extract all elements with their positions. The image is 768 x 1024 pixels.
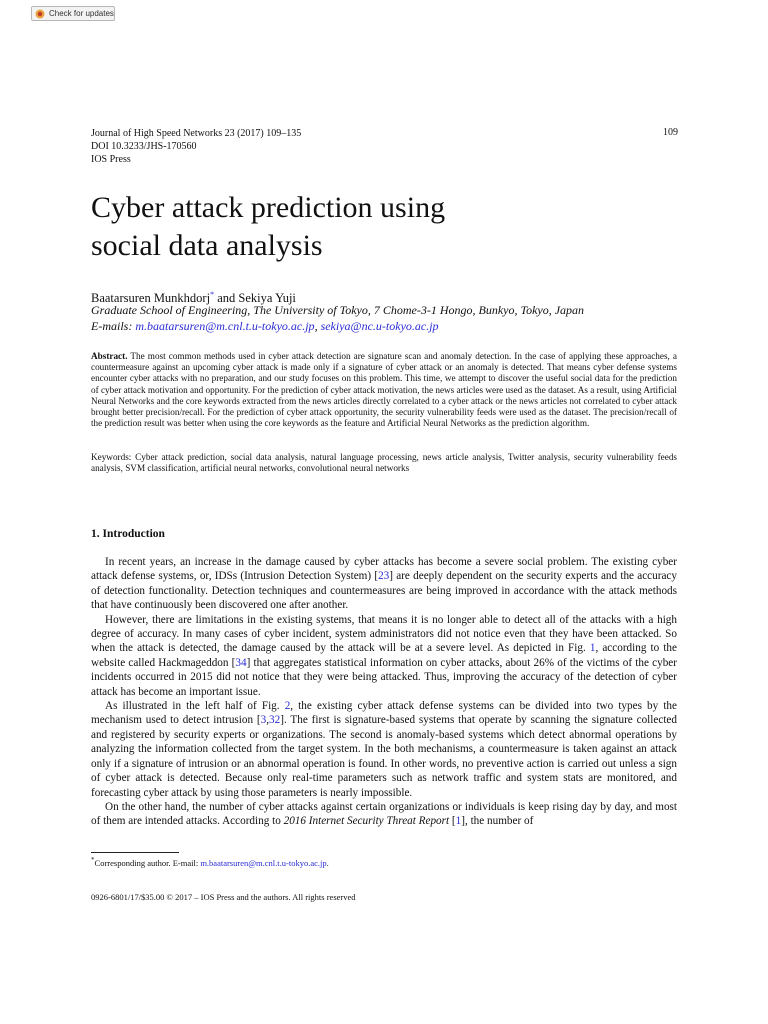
paragraph-3: [91, 699, 677, 800]
journal-citation: Journal of High Speed Networks 23 (2017) 109–135: [91, 128, 302, 139]
page-number: 109: [663, 127, 678, 138]
check-for-updates-badge[interactable]: [31, 6, 115, 21]
citation-link[interactable]: 23: [378, 570, 390, 583]
author-2: Sekiya Yuji: [238, 291, 296, 306]
abstract-label: Abstract.: [91, 351, 128, 361]
email-link-2[interactable]: sekiya@nc.u-tokyo.ac.jp: [320, 319, 439, 333]
text-run: , the existing cyber attack defense systems can be divided into two types by the mechanism used to detect intrusion [: [91, 700, 677, 727]
abstract: [91, 351, 677, 429]
affiliation: Graduate School of Engineering, The University of Tokyo, 7 Chome-3-1 Hongo, Bunkyo, Tokyo, Japan: [91, 303, 585, 317]
citation-link[interactable]: 1: [455, 815, 462, 828]
introduction-body: [91, 555, 677, 829]
title-line-1: Cyber attack prediction using: [91, 191, 446, 224]
abstract-text: The most common methods used in cyber attack detection are signature scan and anomaly detection. In the case of applying these approaches, a countermeasure against an upcoming cyber attack is made only if a signature of cyber attack or an anomaly is detected. That means cyber defense systems encounter cyber attacks with no preparation, and our study focuses on this problem. This time, we attempt to discover the useful social data for the prediction of cyber attack motivation and opportunity. For the prediction of cyber attack motivation, the news articles were used as the dataset. As a result, using Artificial Neural Networks and the core keywords extracted from the news articles directly correlated to a cyber attack or the news articles not correlated to cyber attack brought better precision/recall. For the prediction of cyber attack opportunity, the security vulnerability feeds were used as the dataset. The precision/recall of the prediction result was better when using the core keywords as the feature and Artificial Neural Networks as the prediction algorithm.: [91, 351, 677, 429]
paragraph-2: [91, 613, 677, 699]
emails-label: E-mails:: [91, 319, 136, 333]
citation-link[interactable]: 3: [260, 714, 267, 727]
text-run: ]. The first is signature-based systems that operate by scanning the signature collected and registered by security experts or organizations. The second is anomaly-based systems which detect abnormal operations by analyzing the information collected from the target system. In the both mechanisms, a countermeasure is taken against an attack only if a signature of intrusion or an abnormal operation is found. In other words, no preventive action is carried out unless a sign of cyber attack is detected. Because only real-time parameters such as network traffic and system stats are monitored, and forecasting cyber attack by using those parameters is nearly impossible.: [91, 714, 677, 799]
text-run: ,: [266, 714, 270, 727]
corresponding-marker[interactable]: *: [210, 290, 215, 299]
report-title: 2016 Internet Security Threat Report: [283, 815, 450, 828]
text-run: [: [449, 815, 456, 828]
figure-link[interactable]: 2: [284, 700, 291, 713]
check-updates-icon: [35, 9, 45, 19]
footnote-end: .: [326, 857, 329, 868]
publisher: IOS Press: [91, 154, 131, 165]
text-run: ] that aggregates statistical information on cyber attacks, about 26% of the victims of the cyber incidents occurred in 2015 did not notice that they were being attacked. Thus, improving the accuracy of the detection of cyber attack has become an important issue.: [91, 656, 677, 698]
section-heading-introduction: 1. Introduction: [91, 528, 165, 540]
keywords: Keywords: Cyber attack prediction, social data analysis, natural language processing, news article analysis, Twitter analysis, security vulnerability feeds analysis, SVM classification, artificial neural networks, convolutional neural networks: [91, 452, 677, 474]
paragraph-4: [91, 800, 677, 829]
doi: DOI 10.3233/JHS-170560: [91, 141, 197, 152]
text-run: However, there are limitations in the existing systems, that means it is no longer able to detect all of the attacks with a high degree of accuracy. In many cases of cyber incident, system administrators did not notice even that they have been attacked. So when the attack is detected, the damage caused by the attack will be at a severe level. As depicted in Fig.: [91, 613, 677, 655]
footnote-email-link[interactable]: m.baatarsuren@m.cnl.t.u-tokyo.ac.jp: [200, 857, 327, 868]
footnote: [91, 855, 329, 869]
footnote-text: Corresponding author. E-mail:: [94, 857, 201, 868]
emails-sep: ,: [314, 319, 321, 333]
check-updates-label: Check for updates: [49, 9, 114, 18]
email-line: [91, 319, 439, 334]
figure-link[interactable]: 1: [589, 642, 596, 655]
text-run: , according to the website called Hackmageddon [: [91, 642, 677, 669]
author-and: and: [214, 291, 239, 306]
text-run: ] are deeply dependent on the security experts and the accuracy of detection functionality. Detection techniques and countermeasures are being improved in accordance with the attack methods that have continuously been discovered one after another.: [91, 570, 677, 612]
journal-meta: [91, 127, 301, 166]
text-run: On the other hand, the number of cyber attacks against certain organizations or individuals is keep rising day by day, and most of them are intended attacks. According to: [91, 800, 677, 828]
paper-title: [91, 189, 651, 265]
footnote-rule: [91, 852, 179, 853]
text-run: ], the number of: [461, 815, 534, 828]
email-link-1[interactable]: m.baatarsuren@m.cnl.t.u-tokyo.ac.jp: [135, 319, 315, 333]
paragraph-1: [91, 555, 677, 613]
citation-link[interactable]: 32: [269, 714, 281, 727]
text-run: As illustrated in the left half of Fig.: [105, 700, 285, 713]
author-1: Baatarsuren Munkhdorj: [91, 291, 211, 306]
footnote-marker: *: [91, 856, 95, 864]
title-line-2: social data analysis: [91, 229, 323, 262]
citation-link[interactable]: 34: [235, 656, 247, 669]
text-run: In recent years, an increase in the damage caused by cyber attacks has become a severe social problem. The existing cyber attack defense systems, or, IDSs (Intrusion Detection System) [: [91, 556, 677, 583]
copyright-notice: 0926-6801/17/$35.00 © 2017 – IOS Press and the authors. All rights reserved: [91, 892, 356, 902]
